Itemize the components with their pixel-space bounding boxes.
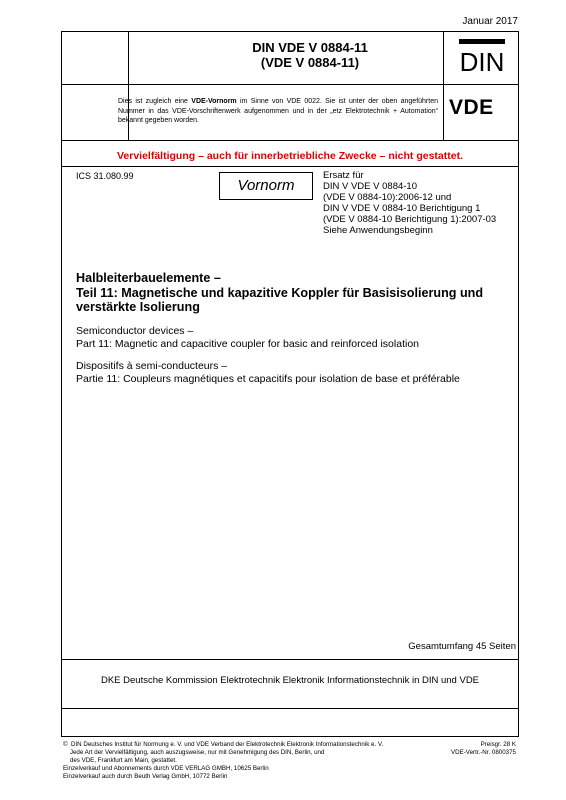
title-german-line2: Teil 11: Magnetische und kapazitive Koppler für Basisisolierung und verstärkte Isolierung [76, 285, 484, 314]
total-pages: Gesamtumfang 45 Seiten [408, 641, 516, 652]
vde-note [118, 97, 438, 126]
copyright-line: Einzelverkauf auch durch Beuth Verlag GmbH, 10772 Berlin [63, 773, 228, 780]
title-german [76, 271, 506, 315]
replacement-line: Siehe Anwendungsbeginn [323, 225, 433, 236]
vde-logo: VDE [449, 96, 494, 119]
frame-divider-warning [62, 166, 518, 167]
title-english [76, 325, 506, 351]
title-french-line1: Dispositifs à semi-conducteurs – [76, 360, 228, 372]
reproduction-warning: Vervielfältigung – auch für innerbetriebliche Zwecke – nicht gestattet. [116, 150, 463, 162]
vde-order-number: VDE-Vertr.-Nr. 0800375 [451, 749, 516, 756]
price-group: Preisgr. 28 K [480, 741, 516, 748]
din-logo [457, 37, 507, 77]
title-german-line1: Halbleiterbauelemente – [76, 271, 221, 285]
title-english-line2: Part 11: Magnetic and capacitive coupler for basic and reinforced isolation [76, 338, 419, 350]
document-type-box [219, 172, 313, 200]
publication-date: Januar 2017 [462, 16, 518, 27]
copyright-line: © DIN Deutsches Institut für Normung e. V. und VDE Verband der Elektrotechnik Elektronik Informationstechnik e. V. [63, 741, 384, 748]
replacement-line: (VDE V 0884-10):2006-12 und [323, 192, 452, 203]
standard-number: DIN VDE V 0884-11 [252, 40, 368, 55]
title-french-line2: Partie 11: Coupleurs magnétiques et capacitifs pour isolation de base et préférable [76, 373, 460, 385]
vde-note-intro: Dies ist zugleich eine [118, 98, 192, 105]
vde-note-rest: im Sinne von VDE 0022. Sie ist unter der oben angeführten Nummer in das VDE-Vorschriftenwerk aufgenommen und in der „etz Elektrotechnik + Automation“ bekannt gegeben worden. [118, 98, 438, 124]
ics-code: ICS 31.080.99 [76, 171, 134, 181]
title-english-line1: Semiconductor devices – [76, 325, 194, 337]
copyright-line: des VDE, Frankfurt am Main, gestattet. [63, 757, 177, 764]
title-french [76, 360, 516, 386]
copyright-line: Einzelverkauf und Abonnements durch VDE VERLAG GMBH, 10625 Berlin [63, 765, 269, 772]
replacement-line: DIN V VDE V 0884-10 [323, 181, 417, 192]
replacement-info [323, 170, 496, 236]
standard-number-block [128, 40, 492, 70]
replacement-line: (VDE V 0884-10 Berichtigung 1):2007-03 [323, 214, 497, 225]
vde-classification-number: (VDE V 0884-11) [260, 55, 360, 70]
frame-divider-dke [62, 708, 518, 709]
copyright-block [63, 741, 423, 781]
document-type-label: Vornorm [237, 177, 295, 194]
copyright-line: Jede Art der Vervielfältigung, auch auszugsweise, nur mit Genehmigung des DIN, Berlin, und [63, 749, 325, 756]
replacement-line: DIN V VDE V 0884-10 Berichtigung 1 [323, 203, 481, 214]
frame-divider-pages [62, 659, 518, 660]
frame-divider-header [62, 84, 518, 85]
dke-line: DKE Deutsche Kommission Elektrotechnik Elektronik Informationstechnik in DIN und VDE [100, 675, 480, 686]
din-logo-text: DIN [459, 47, 505, 77]
price-block [451, 741, 516, 757]
frame-divider-note [62, 140, 518, 141]
replacement-line: Ersatz für [323, 170, 364, 181]
vde-note-bold: VDE-Vornorm [191, 98, 237, 105]
